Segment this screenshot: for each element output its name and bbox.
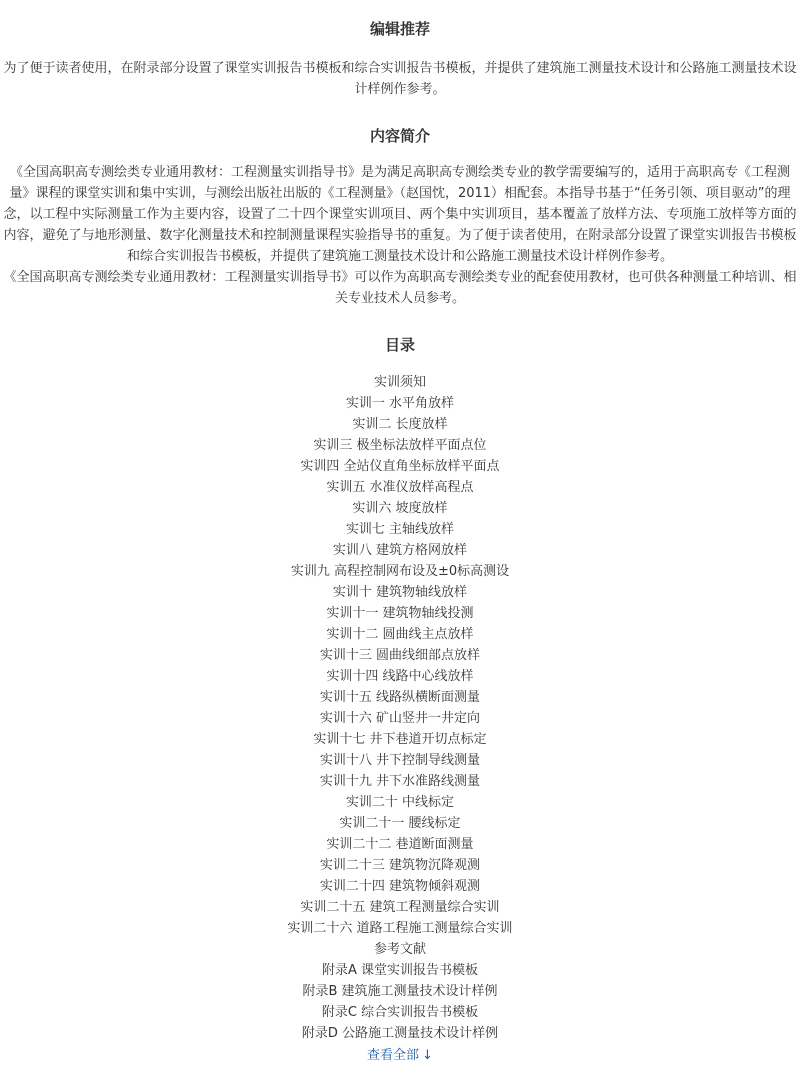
- toc-item: 实训七 主轴线放样: [345, 522, 455, 537]
- toc-item: 参考文献: [373, 942, 426, 957]
- toc-item: 附录B 建筑施工测量技术设计样例: [302, 984, 498, 999]
- toc-list: [0, 372, 800, 1044]
- toc-item: 实训二十三 建筑物沉降观测: [319, 858, 481, 873]
- toc-item: 实训十八 井下控制导线测量: [319, 753, 481, 768]
- toc-item: 实训十六 矿山竖井一井定向: [319, 711, 481, 726]
- arrow-down-icon: ↓: [422, 1048, 433, 1063]
- toc-item: 实训二十六 道路工程施工测量综合实训: [287, 921, 513, 936]
- intro-paragraph: 《全国高职高专测绘类专业通用教材：工程测量实训指导书》可以作为高职高专测绘类专业的配套使用教材，也可供各种测量工种培训、相关专业技术人员参考。: [3, 270, 797, 306]
- toc-item: 附录C 综合实训报告书模板: [321, 1005, 479, 1020]
- toc-item: 实训二十一 腰线标定: [339, 816, 461, 831]
- toc-item: 实训十七 井下巷道开切点标定: [313, 732, 487, 747]
- toc-item: 实训十二 圆曲线主点放样: [326, 627, 474, 642]
- editor-recommend-text: 为了便于读者使用，在附录部分设置了课堂实训报告书模板和综合实训报告书模板，并提供了建筑施工测量技术设计和公路施工测量技术设计样例作参考。: [3, 61, 797, 97]
- toc-item: 实训一 水平角放样: [345, 396, 455, 411]
- editor-recommend-title: 编辑推荐: [369, 20, 430, 38]
- view-all-link[interactable]: [367, 1045, 433, 1066]
- toc-item: 实训二 长度放样: [352, 417, 448, 432]
- view-all-row: [0, 1044, 800, 1066]
- toc-item: 实训九 高程控制网布设及±0标高测设: [290, 564, 510, 579]
- toc-item: 实训六 坡度放样: [352, 501, 448, 516]
- view-all-label: 查看全部: [367, 1048, 420, 1063]
- toc-item: 实训十三 圆曲线细部点放样: [319, 648, 481, 663]
- intro-body: [0, 162, 800, 309]
- toc-item: 实训八 建筑方格网放样: [332, 543, 468, 558]
- toc-item: 实训二十 中线标定: [345, 795, 455, 810]
- intro-paragraph: 《全国高职高专测绘类专业通用教材：工程测量实训指导书》是为满足高职高专测绘类专业的教学需要编写的，适用于高职高专《工程测量》课程的课堂实训和集中实训，与测绘出版社出版的《工程测量》（赵国忱，2011）相配套。本指导书基于“任务引领、项目驱动”的理念，以工程中实际测量工作为主要内容，设置了二十四个课堂实训项目、两个集中实训项目，基本覆盖了放样方法、专项施工放样等方面的内容，避免了与地形测量、数字化测量技术和控制测量课程实验指导书的重复。为了便于读者使用，在附录部分设置了课堂实训报告书模板和综合实训报告书模板，并提供了建筑施工测量技术设计和公路施工测量技术设计样例作参考。: [3, 165, 797, 264]
- toc-item: 实训十九 井下水准路线测量: [319, 774, 481, 789]
- intro-title: 内容简介: [369, 127, 430, 145]
- toc-item: 实训三 极坐标法放样平面点位: [313, 438, 487, 453]
- toc-title: 目录: [384, 336, 415, 354]
- toc-item: 实训二十五 建筑工程测量综合实训: [300, 900, 500, 915]
- toc-item: 附录A 课堂实训报告书模板: [321, 963, 479, 978]
- toc-item: 实训四 全站仪直角坐标放样平面点: [300, 459, 500, 474]
- toc-item: 实训二十四 建筑物倾斜观测: [319, 879, 481, 894]
- toc-item: 实训十一 建筑物轴线投测: [326, 606, 474, 621]
- toc-item: 实训须知: [373, 375, 426, 390]
- toc-item: 实训二十二 巷道断面测量: [326, 837, 474, 852]
- toc-item: 实训十 建筑物轴线放样: [332, 585, 468, 600]
- toc-item: 附录D 公路施工测量技术设计样例: [301, 1026, 499, 1041]
- toc-item: 实训十五 线路纵横断面测量: [319, 690, 481, 705]
- toc-item: 实训五 水准仪放样高程点: [326, 480, 474, 495]
- toc-item: 实训十四 线路中心线放样: [326, 669, 474, 684]
